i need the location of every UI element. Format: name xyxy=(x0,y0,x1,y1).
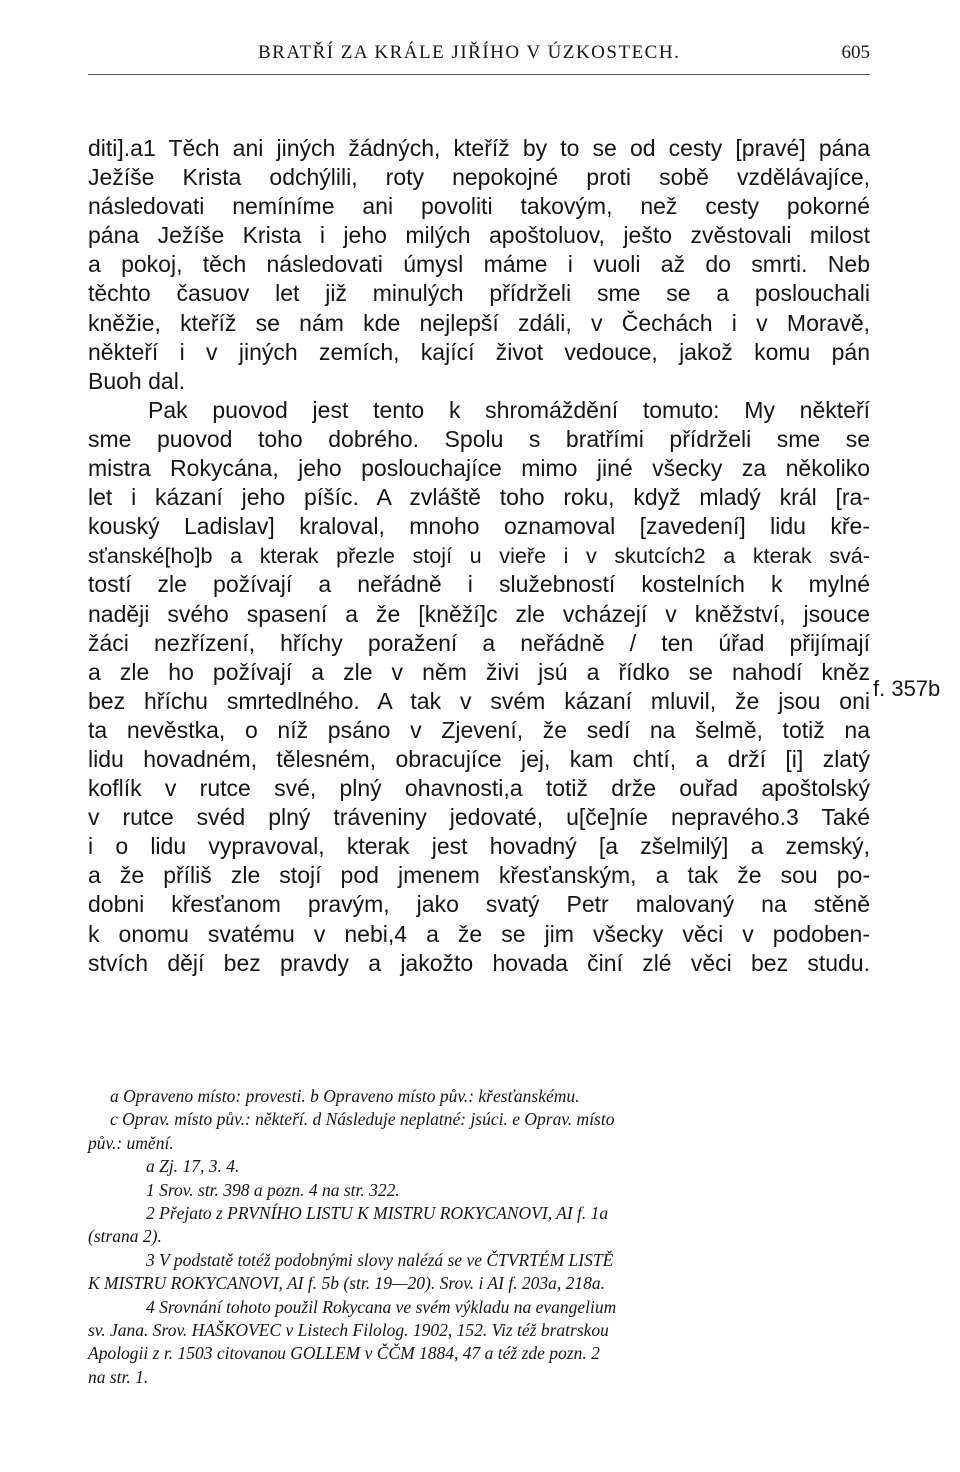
text-line: lidu hovadném, tělesném, obracujíce jej, kam chtí, a drží [i] zlatý xyxy=(88,745,870,772)
text-line: těchto časuov let již minulých přídrželi sme se a poslouchali xyxy=(88,280,870,307)
footnote-line: 2 Přejato z PRVNÍHO LISTU K MISTRU ROKYCANOVI, AI f. 1a xyxy=(146,1203,609,1224)
footnote-line: pův.: umění. xyxy=(88,1132,174,1153)
text-line: stvích dějí bez pravdy a jakožto hovada činí zlé věci bez studu. xyxy=(88,949,870,976)
footnote-line: K MISTRU ROKYCANOVI, AI f. 5b (str. 19—20). Srov. i AI f. 203a, 218a. xyxy=(88,1273,606,1294)
text-line: v rutce svéd plný tráveniny jedovaté, u[če]níe nepravého.3 Také xyxy=(88,804,870,831)
text-line: mistra Rokycána, jeho poslouchajíce mimo jiné všecky za několiko xyxy=(88,455,870,482)
text-line: let i kázaní jeho píšíc. A zvláště toho roku, když mladý král [ra- xyxy=(88,484,870,511)
main-text xyxy=(88,134,870,978)
footnote-line: 3 V podstatě totéž podobnými slovy nalézá se ve ČTVRTÉM LISTĚ xyxy=(146,1249,614,1270)
text-line: a pokoj, těch následovati úmysl máme i vuoli až do smrti. Neb xyxy=(88,251,870,278)
text-line: naději svého spasení a že [kněží]c zle vcházejí v kněžství, jsouce xyxy=(88,600,870,627)
text-line: pána Ježíše Krista i jeho milých apoštoluov, ješto zvěstovali milost xyxy=(88,222,870,249)
text-line: žáci nezřízení, hříchy poražení a neřádně / ten úřad přijímají xyxy=(88,629,870,656)
text-line: Pak puovod jest tento k shromáždění tomuto: My někteří xyxy=(148,396,870,423)
running-header xyxy=(88,42,870,75)
text-line: tostí zle požívají a neřádně i služebností kostelních k mylné xyxy=(88,571,870,598)
text-line: bez hříchu smrtedlného. A tak v svém kázaní mluvil, že jsou oni xyxy=(88,687,870,714)
folio-marginal-note: f. 357b xyxy=(873,676,941,701)
text-line: i o lidu vypravoval, kterak jest hovadný [a zšelmilý] a zemský, xyxy=(88,833,870,860)
footnote-line: Apologii z r. 1503 citovanou GOLLEM v ČČM 1884, 47 a též zde pozn. 2 xyxy=(88,1343,600,1364)
footnotes xyxy=(88,1085,870,1389)
footnote-line: (strana 2). xyxy=(88,1226,162,1247)
text-line: a zle ho požívají a zle v něm živi jsú a řídko se nahodí kněz xyxy=(88,658,870,685)
page-number: 605 xyxy=(841,42,870,63)
text-line: sťanské[ho]b a kterak přezle stojí u vieře i v skutcích2 a kterak svá- xyxy=(88,543,870,569)
text-line: a že příliš zle stojí pod jmenem křesťanským, a tak že sou po- xyxy=(88,862,870,889)
text-line: Ježíše Krista odchýlili, roty nepokojné proti sobě vzdělávajíce, xyxy=(88,164,870,191)
text-line: sme puovod toho dobrého. Spolu s bratřími přídrželi sme se xyxy=(88,425,870,452)
text-line: diti].a1 Těch ani jiných žádných, kteříž by to se od cesty [pravé] pána xyxy=(88,135,870,161)
text-line: někteří i v jiných zemích, kající život vedouce, jakož komu pán xyxy=(88,338,870,365)
footnote-line: a Zj. 17, 3. 4. xyxy=(146,1156,240,1177)
text-line: ta nevěstka, o níž psáno v Zjevení, že sedí na šelmě, totiž na xyxy=(88,716,870,743)
footnote-line: 4 Srovnání tohoto použil Rokycana ve svém výkladu na evangelium xyxy=(146,1296,617,1317)
text-line: dobni křesťanom pravým, jako svatý Petr malovaný na stěně xyxy=(88,891,870,918)
text-line: kouský Ladislav] kraloval, mnoho oznamoval [zavedení] lidu kře- xyxy=(88,513,870,540)
footnote-line: sv. Jana. Srov. HAŠKOVEC v Listech Filolog. 1902, 152. Viz též bratrskou xyxy=(88,1320,609,1341)
text-line: následovati nemíníme ani povoliti takovým, než cesty pokorné xyxy=(88,193,870,220)
running-title: BRATŘÍ ZA KRÁLE JIŘÍHO V ÚZKOSTECH. xyxy=(258,42,681,63)
footnote-line: na str. 1. xyxy=(88,1366,149,1387)
footnote-line: a Opraveno místo: provesti. b Opraveno místo pův.: křesťanskému. xyxy=(110,1086,580,1106)
text-line: Buoh dal. xyxy=(88,367,186,394)
footnote-line: c Oprav. místo pův.: někteří. d Následuje neplatné: jsúci. e Oprav. místo xyxy=(110,1109,615,1130)
text-line: koflík v rutce své, plný ohavnosti,a totiž drže ouřad apoštolský xyxy=(88,775,870,802)
footnote-line: 1 Srov. str. 398 a pozn. 4 na str. 322. xyxy=(146,1179,400,1200)
text-line: k onomu svatému v nebi,4 a že se jim všecky věci v podoben- xyxy=(88,920,870,947)
text-line: kněžie, kteříž se nám kde nejlepší zdáli, v Čechách i v Moravě, xyxy=(88,309,870,336)
